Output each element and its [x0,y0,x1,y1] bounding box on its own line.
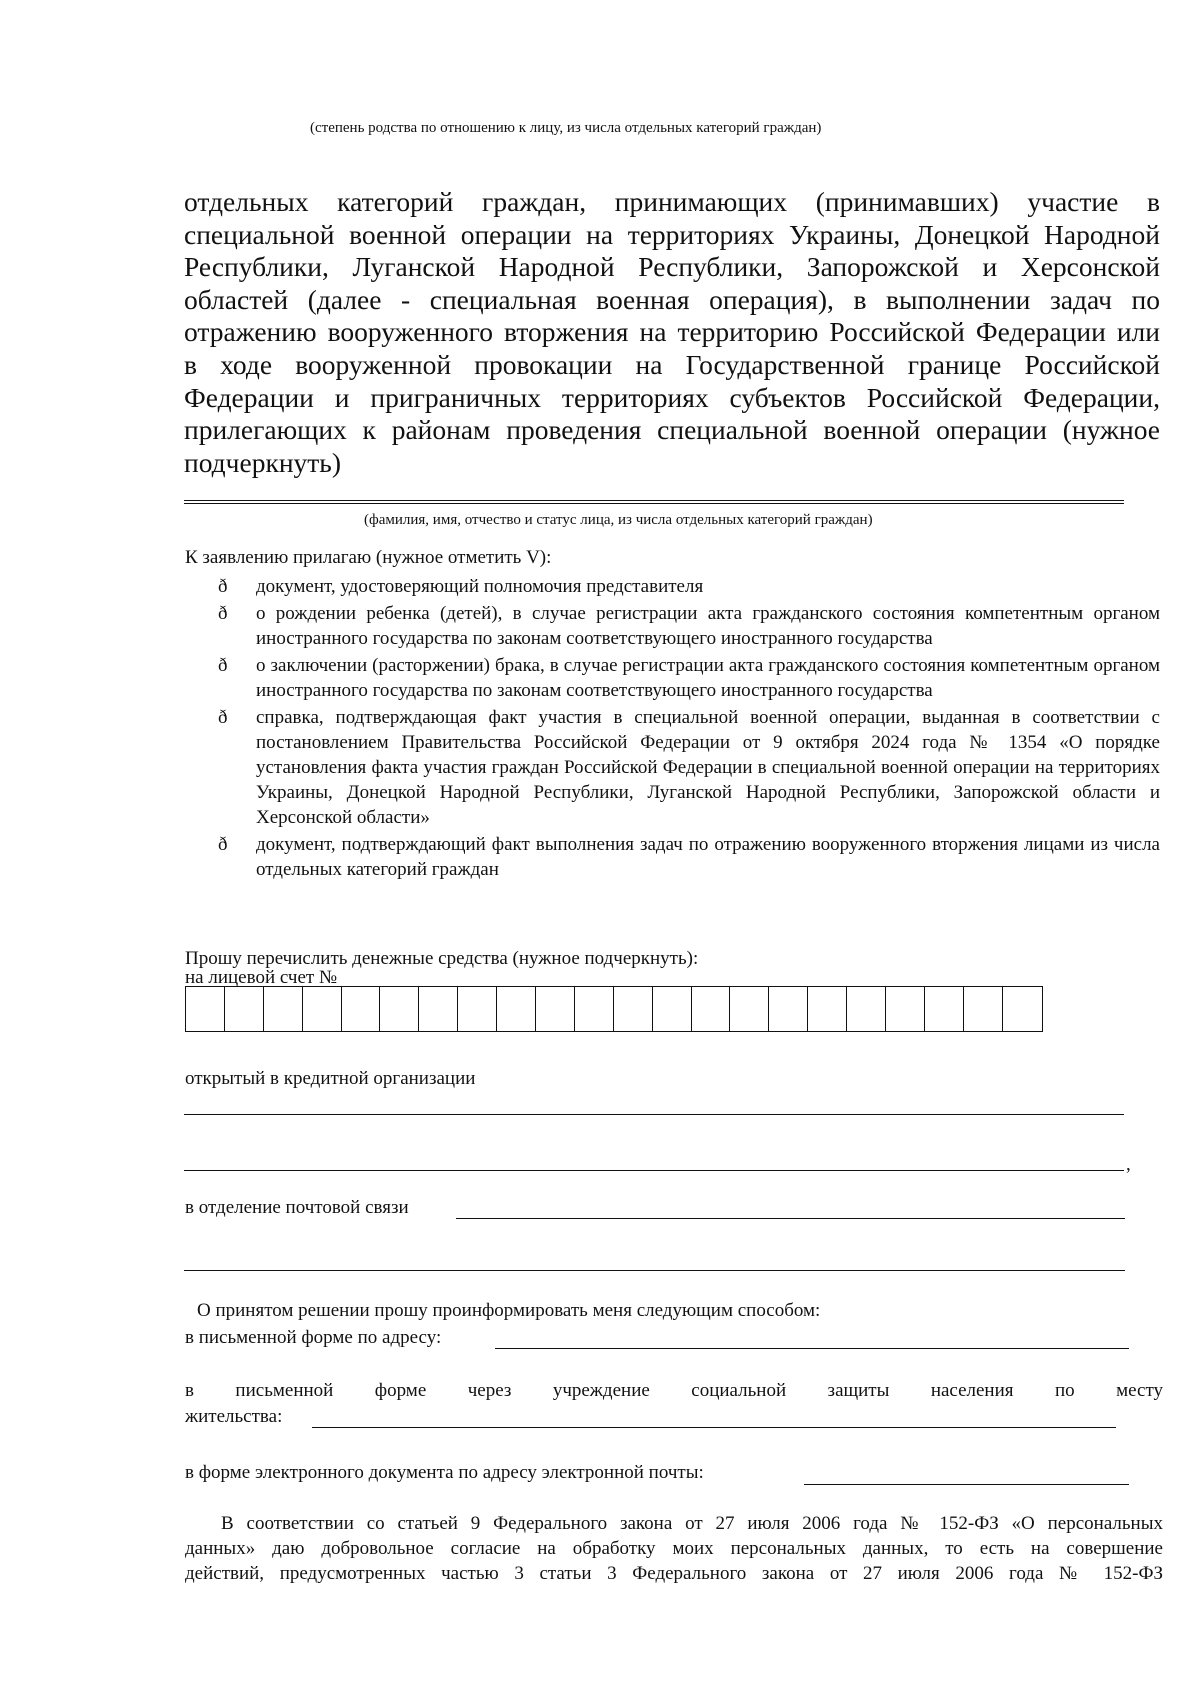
email-label: в форме электронного документа по адресу электронной почты: [185,1462,704,1483]
bank-label: открытый в кредитной организации [185,1068,476,1089]
main-paragraph-line: специальной военной операции на территориях Украины, Донецкой Народной [184,218,1160,250]
written-address-line[interactable] [495,1348,1129,1349]
account-digit-cell[interactable] [342,987,381,1031]
caption-person: (фамилия, имя, отчество и статус лица, из числа отдельных категорий граждан) [364,512,873,528]
post-line-2[interactable] [184,1270,1125,1271]
account-digit-cell[interactable] [419,987,458,1031]
attachment-item-text: справка, подтверждающая факт участия в специальной военной операции, выданная в соответствии с постановлением Правительства Российской Федерации от 9 октября 2024 года № 1354 «О порядке установления факта участия граждан Российской Федерации в специальной военной операции на территориях Украины, Донецкой Народной Республики, Луганской Народной Республики, Запорожской области и Херсонской области» [256,707,1160,828]
account-digit-cell[interactable] [458,987,497,1031]
attachment-item [218,705,1160,830]
attachment-item [218,601,1160,651]
checkbox-mark-icon[interactable]: ð [218,576,228,597]
main-paragraph-line: областей (далее - специальная военная операция), в выполнении задач по [184,283,1160,315]
account-digit-cell[interactable] [536,987,575,1031]
attachment-item [218,832,1160,882]
account-digit-cell[interactable] [497,987,536,1031]
account-digit-cell[interactable] [186,987,225,1031]
account-digit-cell[interactable] [964,987,1003,1031]
attachment-item [218,653,1160,703]
main-paragraph-line: прилегающих к районам проведения специальной военной операции (нужное [184,414,1160,446]
account-digit-cell[interactable] [225,987,264,1031]
main-paragraph-line: отражению вооруженного вторжения на территорию Российской Федерации или [184,316,1160,348]
main-paragraph-line: в ходе вооруженной провокации на Государственной границе Российской [184,348,1160,380]
attachment-item [218,574,1160,599]
main-paragraph-line: отдельных категорий граждан, принимающих (принимавших) участие в [184,186,1160,217]
main-paragraph [184,186,1160,479]
checkbox-mark-icon[interactable]: ð [218,603,228,624]
attachments-heading: К заявлению прилагаю (нужное отметить V): [185,547,552,568]
account-digit-cell[interactable] [1003,987,1042,1031]
account-digit-cell[interactable] [692,987,731,1031]
attachment-item-text: о рождении ребенка (детей), в случае регистрации акта гражданского состояния компетентным органом иностранного государства по законам соответствующего иностранного государства [256,603,1160,649]
consent-line: действий, предусмотренных частью 3 статьи 3 Федерального закона от 27 июля 2006 года № 152-ФЗ [185,1563,1163,1584]
account-digit-cell[interactable] [769,987,808,1031]
account-digit-cell[interactable] [614,987,653,1031]
bank-line-comma: , [1126,1154,1131,1175]
attachment-item-text: о заключении (расторжении) брака, в случае регистрации акта гражданского состояния компетентным органом иностранного государства по законам соответствующего иностранного государства [256,655,1160,701]
consent-line: данных» даю добровольное согласие на обработку моих персональных данных, то есть на совершение [185,1538,1163,1559]
account-digit-cell[interactable] [847,987,886,1031]
main-paragraph-line: Республики, Луганской Народной Республики, Запорожской и Херсонской [184,251,1160,283]
account-label: на лицевой счет № [185,967,338,988]
written-address-label: в письменной форме по адресу: [185,1327,442,1348]
payment-heading: Прошу перечислить денежные средства (нужное подчеркнуть): [185,948,699,969]
notification-heading: О принятом решении прошу проинформировать меня следующим способом: [197,1300,821,1321]
account-digit-cell[interactable] [808,987,847,1031]
account-digit-cell[interactable] [925,987,964,1031]
account-digit-cell[interactable] [303,987,342,1031]
caption-relation: (степень родства по отношению к лицу, из числа отдельных категорий граждан) [310,120,822,136]
attachment-item-text: документ, подтверждающий факт выполнения задач по отражению вооруженного вторжения лицами из числа отдельных категорий граждан [256,834,1160,880]
social-protection-line: в письменной форме через учреждение социальной защиты населения по месту [185,1380,1163,1401]
main-paragraph-line: Федерации и приграничных территориях субъектов Российской Федерации, [184,381,1160,413]
account-digit-cell[interactable] [886,987,925,1031]
bank-line-2[interactable] [184,1170,1124,1171]
post-line[interactable] [456,1218,1125,1219]
account-digit-cell[interactable] [264,987,303,1031]
attachment-item-text: документ, удостоверяющий полномочия представителя [256,576,704,597]
checkbox-mark-icon[interactable]: ð [218,707,228,728]
account-digit-cell[interactable] [730,987,769,1031]
consent-paragraph [185,1511,1163,1586]
post-label: в отделение почтовой связи [185,1197,409,1218]
account-digit-cell[interactable] [653,987,692,1031]
consent-line: В соответствии со статьей 9 Федерального закона от 27 июля 2006 года № 152-ФЗ «О персональных [221,1513,1163,1534]
account-number-grid [185,986,1043,1032]
person-name-line[interactable] [184,500,1124,504]
bank-line-1[interactable] [184,1114,1124,1115]
account-digit-cell[interactable] [380,987,419,1031]
main-paragraph-line: подчеркнуть) [184,446,341,478]
residence-line[interactable] [312,1427,1116,1428]
account-digit-cell[interactable] [575,987,614,1031]
checkbox-mark-icon[interactable]: ð [218,655,228,676]
residence-label: жительства: [185,1406,283,1427]
checkbox-mark-icon[interactable]: ð [218,834,228,855]
attachments-list [218,574,1160,884]
email-line[interactable] [804,1484,1129,1485]
